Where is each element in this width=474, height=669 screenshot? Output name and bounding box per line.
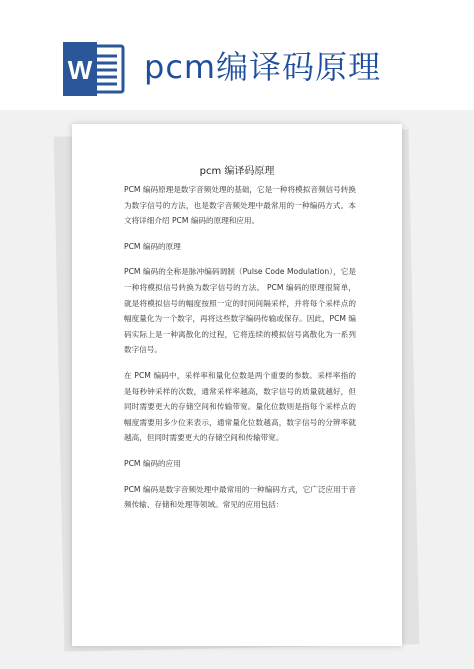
document-body bbox=[124, 182, 356, 523]
document-title: pcm 编译码原理 bbox=[199, 166, 275, 177]
paragraph-intro: PCM 编码原理是数字音频处理的基础，它是一种将模拟音频信号转换为数字信号的方法，也是数字音频处理中最常用的一种编码方式。本文将详细介绍 PCM 编码的原理和应用。 bbox=[124, 185, 356, 226]
document-page bbox=[72, 124, 402, 646]
header-banner bbox=[0, 0, 474, 110]
paragraph-parameters: 在 PCM 编码中，采样率和量化位数是两个重要的参数。采样率指的是每秒钟采样的次数，通常采样率越高，数字信号的质量就越好，但同时需要更大的存储空间和传输带宽。量化位数则是指每个采样点的幅度需要用多少位来表示，通常量化位数越高，数字信号的分辨率就越高，但同时需要更大的存储空间和传输带宽。 bbox=[124, 370, 356, 443]
word-logo-letter: W bbox=[67, 55, 93, 85]
paragraph-principle: PCM 编码的全称是脉冲编码调制（Pulse Code Modulation），它是一种将模拟信号转换为数字信号的方法。 PCM 编码的原理很简单，就是将模拟信号的幅度按照一定的时间间隔采样，并将每个采样点的幅度量化为一个数字，再将这些数字编码传输或保存。因此，PCM 编码实际上是一种离散化的过程，它将连续的模拟信号离散化为一系列数字信号。 bbox=[124, 267, 356, 355]
word-document-icon bbox=[63, 42, 125, 96]
page-title: pcm编译码原理 bbox=[144, 48, 382, 86]
paragraph-applications: PCM 编码是数字音频处理中最常用的一种编码方式，它广泛应用于音频传输、存储和处理等领域。常见的应用包括： bbox=[124, 484, 356, 510]
section-heading-applications: PCM 编码的应用 bbox=[124, 458, 181, 468]
section-heading-principle: PCM 编码的原理 bbox=[124, 241, 181, 251]
